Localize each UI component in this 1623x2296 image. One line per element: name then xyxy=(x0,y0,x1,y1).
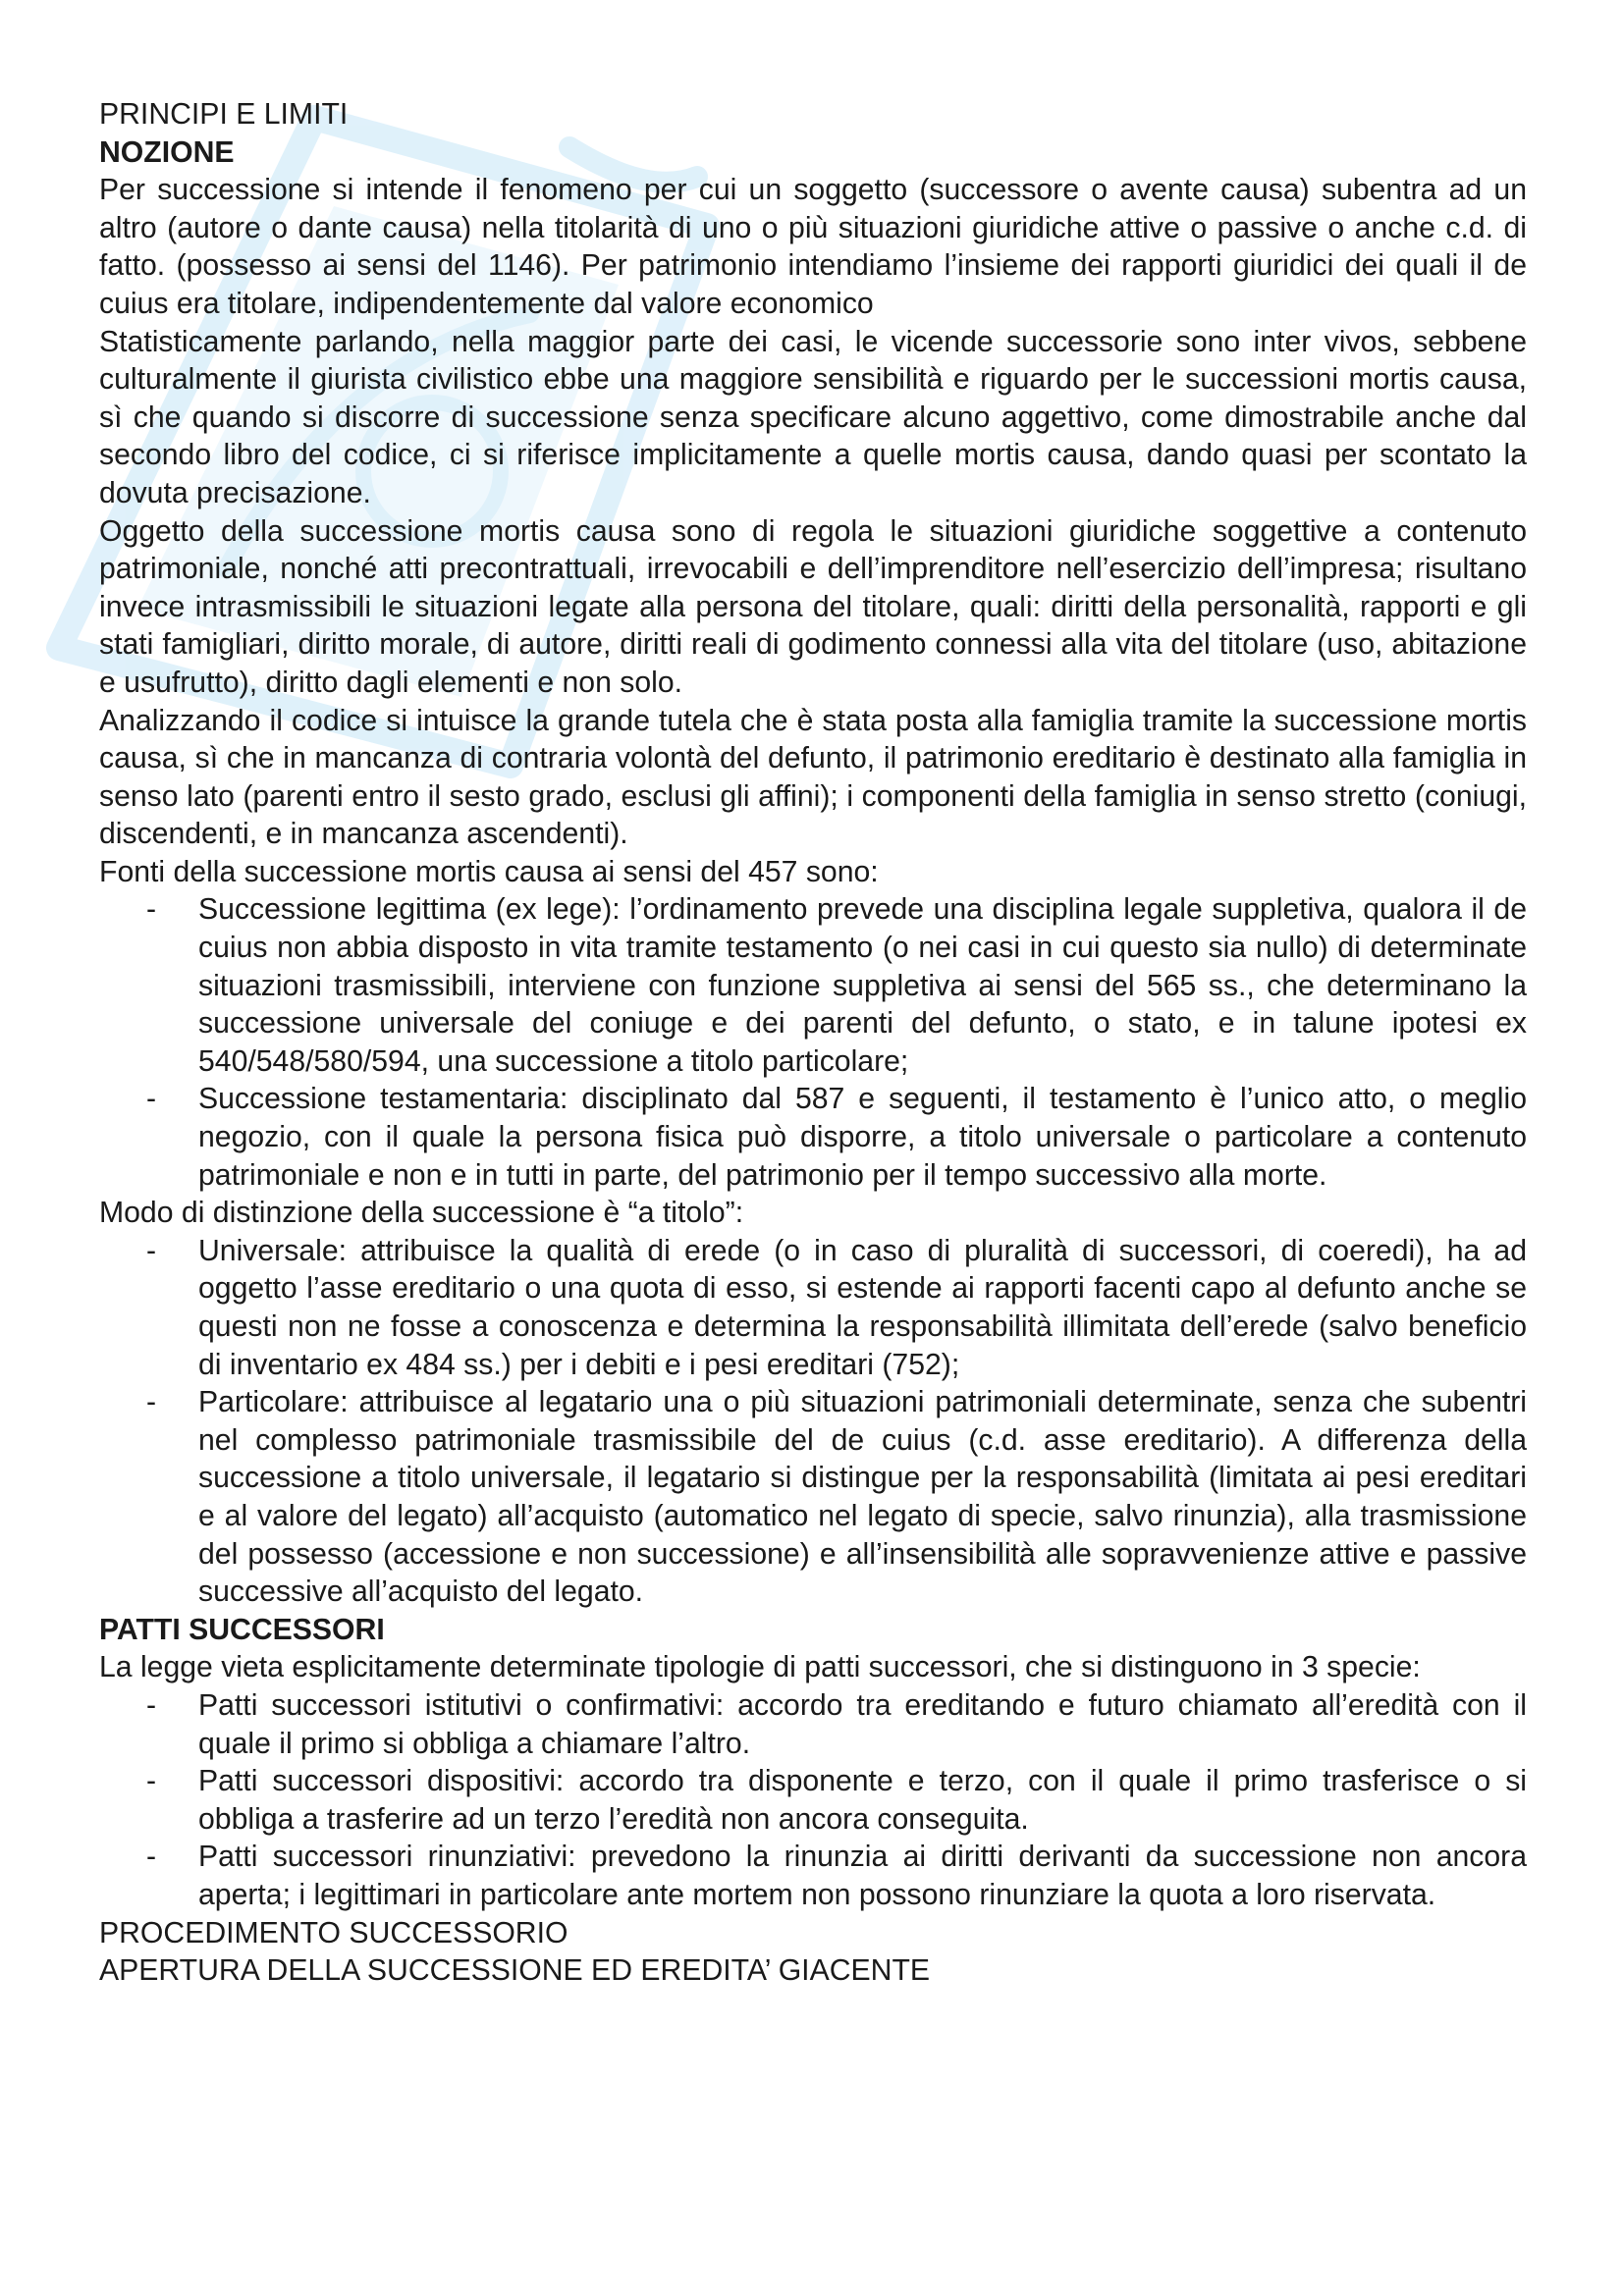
list-item-text: Particolare: attribuisce al legatario una o più situazioni patrimoniali determinate, senza che subentri nel complesso patrimoniale trasmissibile del de cuius (c.d. asse ereditario). A differenza della successione a titolo universale, il legatario si distingue per la responsabilità (limitata ai pesi ereditari e al valore del legato) all’acquisto (automatico nel legato di specie, salvo rinunzia), alla trasmissione del possesso (accessione e non successione) e all’insensibilità alle sopravvenienze attive e passive successive all’acquisto del legato. xyxy=(198,1386,1527,1609)
fonti-intro: Fonti della successione mortis causa ai sensi del 457 sono: xyxy=(99,855,879,888)
bullet-dash: - xyxy=(146,1234,157,1267)
section-title-principi: PRINCIPI E LIMITI xyxy=(99,98,349,131)
list-item-text: Patti successori dispositivi: accordo tra disponente e terzo, con il quale il primo trasferisce o si obbliga a trasferire ad un terzo l’eredità non ancora conseguita. xyxy=(198,1765,1527,1836)
list-item xyxy=(99,1763,1527,1839)
list-item xyxy=(99,1384,1527,1612)
modo-list xyxy=(99,1233,1527,1612)
list-item xyxy=(99,1839,1527,1914)
list-item xyxy=(99,1081,1527,1195)
modo-intro: Modo di distinzione della successione è “a titolo”: xyxy=(99,1197,744,1230)
list-item-text: Successione testamentaria: disciplinato dal 587 e seguenti, il testamento è l’unico atto, o meglio negozio, con il quale la persona fisica può disporre, a titolo universale o particolare a contenuto patrimoniale e non e in tutti in parte, del patrimonio per il tempo successivo alla morte. xyxy=(198,1083,1527,1192)
patti-intro: La legge vieta esplicitamente determinate tipologie di patti successori, che si distinguono in 3 specie: xyxy=(99,1651,1421,1684)
list-item-text: Universale: attribuisce la qualità di erede (o in caso di pluralità di successori, di coeredi), ha ad oggetto l’asse ereditario o una quota di esso, si estende ai rapporti facenti capo al defunto anche se questi non ne fosse a conoscenza e determina la responsabilità illimitata dell’erede (salvo beneficio di inventario ex 484 ss.) per i debiti e i pesi ereditari (752); xyxy=(198,1234,1527,1381)
list-item xyxy=(99,891,1527,1081)
list-item-text: Patti successori rinunziativi: prevedono la rinunzia ai diritti derivanti da successione non ancora aperta; i legittimari in particolare ante mortem non possono rinunziare la quota a loro riservata. xyxy=(198,1841,1527,1911)
fonti-list xyxy=(99,891,1527,1195)
section-title-apertura: APERTURA DELLA SUCCESSIONE ED EREDITA’ GIACENTE xyxy=(99,1954,931,1988)
bullet-dash: - xyxy=(146,893,157,927)
list-item-text: Patti successori istitutivi o confirmativi: accordo tra ereditando e futuro chiamato all’eredità con il quale il primo si obbliga a chiamare l’altro. xyxy=(198,1688,1527,1760)
paragraph-famiglia: Analizzando il codice si intuisce la grande tutela che è stata posta alla famiglia tramite la successione mortis causa, sì che in mancanza di contraria volontà del defunto, il patrimonio ereditario è destinato alla famiglia in senso lato (parenti entro il sesto grado, esclusi gli affini); i componenti della famiglia in senso stretto (coniugi, discendenti, e in mancanza ascendenti). xyxy=(99,704,1527,851)
bullet-dash: - xyxy=(146,1765,157,1798)
patti-list xyxy=(99,1687,1527,1915)
list-item-text: Successione legittima (ex lege): l’ordinamento prevede una disciplina legale suppletiva, qualora il de cuius non abbia disposto in vita tramite testamento (o nei casi in cui questo sia nullo) di determinate situazioni trasmissibili, interviene con funzione suppletiva ai sensi del 565 ss., che determinano la successione universale del coniuge e dei parenti del defunto, o stato, e in talune ipotesi ex 540/548/580/594, una successione a titolo particolare; xyxy=(198,893,1527,1078)
bullet-dash: - xyxy=(146,1386,157,1419)
document-body xyxy=(99,96,1527,1991)
paragraph-definizione: Per successione si intende il fenomeno per cui un soggetto (successore o avente causa) subentra ad un altro (autore o dante causa) nella titolarità di uno o più situazioni giuridiche attive o passive o anche c.d. di fatto. (possesso ai sensi del 1146). Per patrimonio intendiamo l’insieme dei rapporti giuridici dei quali il de cuius era titolare, indipendentemente dal valore economico xyxy=(99,174,1527,320)
bullet-dash: - xyxy=(146,1841,157,1874)
paragraph-statistica: Statisticamente parlando, nella maggior parte dei casi, le vicende successorie sono inter vivos, sebbene culturalmente il giurista civilistico ebbe una maggiore sensibilità e riguardo per le successioni mortis causa, sì che quando si discorre di successione senza specificare alcuno aggettivo, come dimostrabile anche dal secondo libro del codice, ci si riferisce implicitamente a quelle mortis causa, dando quasi per scontato la dovuta precisazione. xyxy=(99,325,1527,509)
list-item xyxy=(99,1233,1527,1384)
section-title-nozione: NOZIONE xyxy=(99,135,235,169)
bullet-dash: - xyxy=(146,1688,157,1722)
section-title-patti: PATTI SUCCESSORI xyxy=(99,1613,385,1646)
bullet-dash: - xyxy=(146,1083,157,1116)
list-item xyxy=(99,1687,1527,1763)
paragraph-oggetto: Oggetto della successione mortis causa sono di regola le situazioni giuridiche soggettive a contenuto patrimoniale, nonché atti precontrattuali, irrevocabili e dell’imprenditore nell’esercizio dell’impresa; risultano invece intrasmissibili le situazioni legate alla persona del titolare, quali: diritti della personalità, rapporti e gli stati famigliari, diritto morale, di autore, diritti reali di godimento connessi alla vita del titolare (uso, abitazione e usufrutto), diritto dagli elementi e non solo. xyxy=(99,514,1527,699)
section-title-procedimento: PROCEDIMENTO SUCCESSORIO xyxy=(99,1916,568,1949)
